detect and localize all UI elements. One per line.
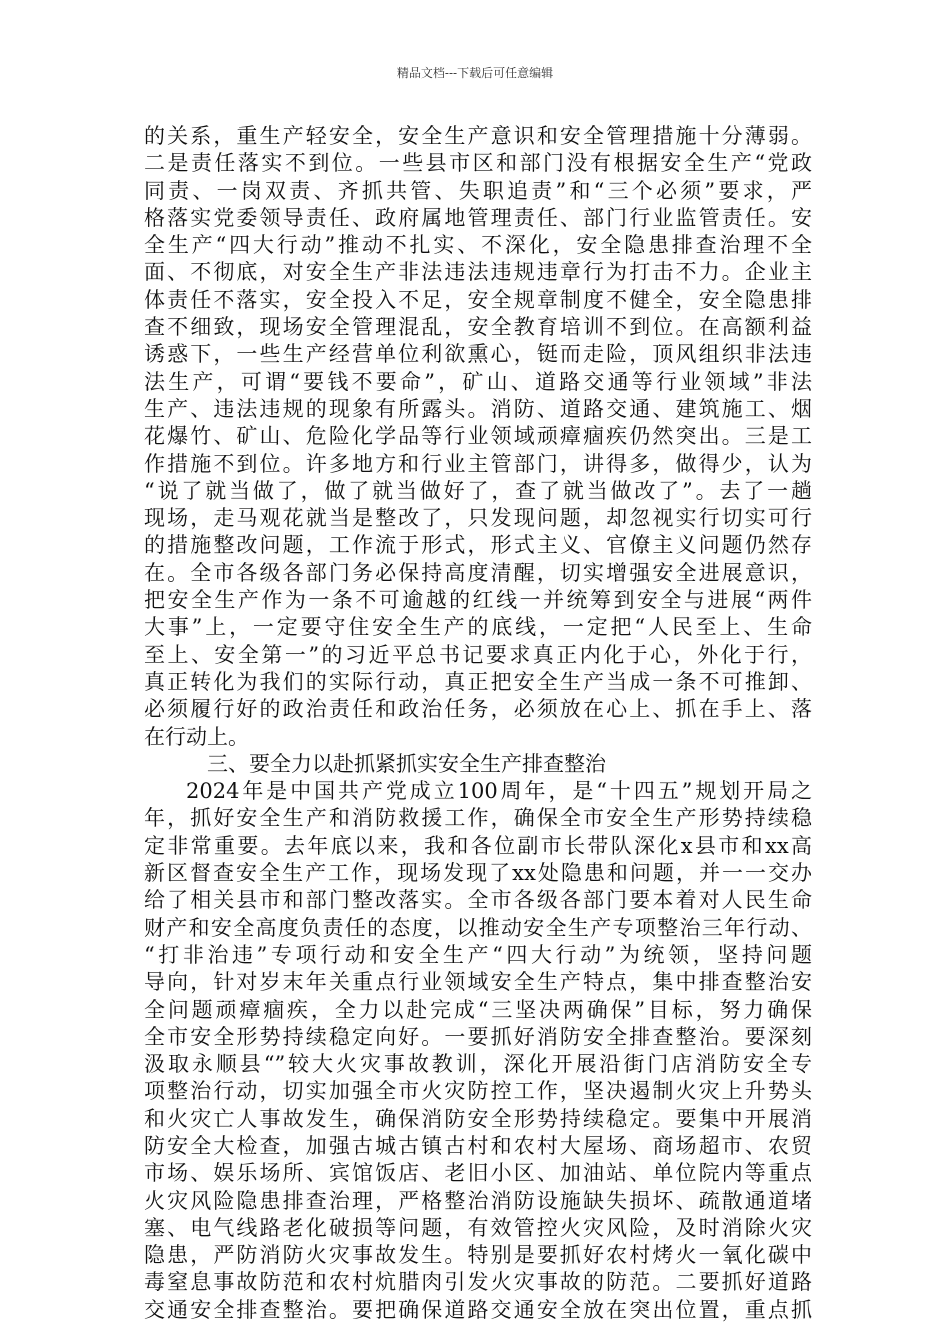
text-line: 汲取永顺县“”较大火灾事故教训，深化开展沿街门店消防安全专 (144, 1052, 812, 1077)
text-line: 全生产“四大行动”推动不扎实、不深化，安全隐患排查治理不全 (144, 233, 812, 258)
text-line: 体责任不落实，安全投入不足，安全规章制度不健全，安全隐患排 (144, 287, 812, 312)
text-line: 定非常重要。去年底以来，我和各位副市长带队深化x县市和xx高 (144, 833, 812, 858)
text-line: 同责、一岗双责、齐抓共管、失职追责”和“三个必须”要求，严 (144, 178, 812, 203)
text-line: 诱惑下，一些生产经营单位利欲熏心，铤而走险，顶风组织非法违 (144, 342, 812, 367)
text-line: 在。全市各级各部门务必保持高度清醒，切实增强安全进展意识， (144, 560, 812, 585)
text-line: 的关系，重生产轻安全，安全生产意识和安全管理措施十分薄弱。 (144, 124, 812, 148)
text-line: 大事”上，一定要守住安全生产的底线，一定把“人民至上、生命 (144, 615, 812, 640)
text-line: 现场，走马观花就当是整改了，只发现问题，却忽视实行切实可行 (144, 506, 812, 531)
text-line: 作措施不到位。许多地方和行业主管部门，讲得多，做得少，认为 (144, 451, 812, 476)
text-line: 导向，针对岁末年关重点行业领域安全生产特点，集中排查整治安 (144, 970, 812, 995)
text-line: 2024年是中国共产党成立100周年，是“十四五”规划开局之 (186, 779, 812, 804)
document-body (144, 123, 812, 1324)
text-line: 年，抓好安全生产和消防救援工作，确保全市安全生产形势持续稳 (144, 806, 812, 831)
section-heading: 三、要全力以赴抓紧抓实安全生产排查整治 (207, 751, 606, 776)
text-line: 把安全生产作为一条不可逾越的红线一并统筹到安全与进展“两件 (144, 588, 812, 613)
text-line: 面、不彻底，对安全生产非法违法违规违章行为打击不力。企业主 (144, 260, 812, 285)
text-line: 毒窒息事故防范和农村炕腊肉引发火灾事故的防范。二要抓好道路 (144, 1270, 812, 1295)
text-line: 给了相关县市和部门整改落实。全市各级各部门要本着对人民生命 (144, 888, 812, 913)
text-line: 二是责任落实不到位。一些县市区和部门没有根据安全生产“党政 (144, 151, 812, 176)
text-line: 生产、违法违规的现象有所露头。消防、道路交通、建筑施工、烟 (144, 396, 812, 421)
text-line: 防安全大检查，加强古城古镇古村和农村大屋场、商场超市、农贸 (144, 1133, 812, 1158)
text-line: 真正转化为我们的实际行动，真正把安全生产当成一条不可推卸、 (144, 669, 812, 694)
text-line: 财产和安全高度负责任的态度，以推动安全生产专项整治三年行动、 (144, 915, 812, 940)
text-line: “说了就当做了，做了就当做好了，查了就当做改了”。去了一趟 (144, 478, 812, 503)
text-line: 花爆竹、矿山、危险化学品等行业领域顽瘴痼疾仍然突出。三是工 (144, 424, 812, 449)
text-line: 的措施整改问题，工作流于形式，形式主义、官僚主义问题仍然存 (144, 533, 812, 558)
text-line: 交通安全排查整治。要把确保道路交通安全放在突出位置，重点抓 (144, 1297, 812, 1322)
text-line: 新区督查安全生产工作，现场发现了xx处隐患和问题，并一一交办 (144, 861, 812, 886)
text-line: 塞、电气线路老化破损等问题，有效管控火灾风险，及时消除火灾 (144, 1215, 812, 1240)
text-line: 在行动上。 (144, 724, 249, 749)
text-line: 法生产，可谓“要钱不要命”，矿山、道路交通等行业领域”非法 (144, 369, 812, 394)
text-line: 市场、娱乐场所、宾馆饭店、老旧小区、加油站、单位院内等重点 (144, 1161, 812, 1186)
text-line: 项整治行动，切实加强全市火灾防控工作，坚决遏制火灾上升势头 (144, 1079, 812, 1104)
text-line: 必须履行好的政治责任和政治任务，必须放在心上、抓在手上、落 (144, 697, 812, 722)
text-line: 至上、安全第一”的习近平总书记要求真正内化于心，外化于行， (144, 642, 812, 667)
text-line: 和火灾亡人事故发生，确保消防安全形势持续稳定。要集中开展消 (144, 1106, 812, 1131)
text-line: 查不细致，现场安全管理混乱，安全教育培训不到位。在高额利益 (144, 315, 812, 340)
page-header: 精品文档---下载后可任意编辑 (396, 66, 554, 80)
text-line: 格落实党委领导责任、政府属地管理责任、部门行业监管责任。安 (144, 205, 812, 230)
text-line: 隐患，严防消防火灾事故发生。特别是要抓好农村烤火一氧化碳中 (144, 1243, 812, 1268)
text-line: 火灾风险隐患排查治理，严格整治消防设施缺失损坏、疏散通道堵 (144, 1188, 812, 1213)
text-line: 全问题顽瘴痼疾，全力以赴完成“三坚决两确保”目标，努力确保 (144, 997, 812, 1022)
text-line: 全市安全形势持续稳定向好。一要抓好消防安全排查整治。要深刻 (144, 1024, 812, 1049)
text-line: “打非治违”专项行动和安全生产“四大行动”为统领，坚持问题 (144, 942, 812, 967)
